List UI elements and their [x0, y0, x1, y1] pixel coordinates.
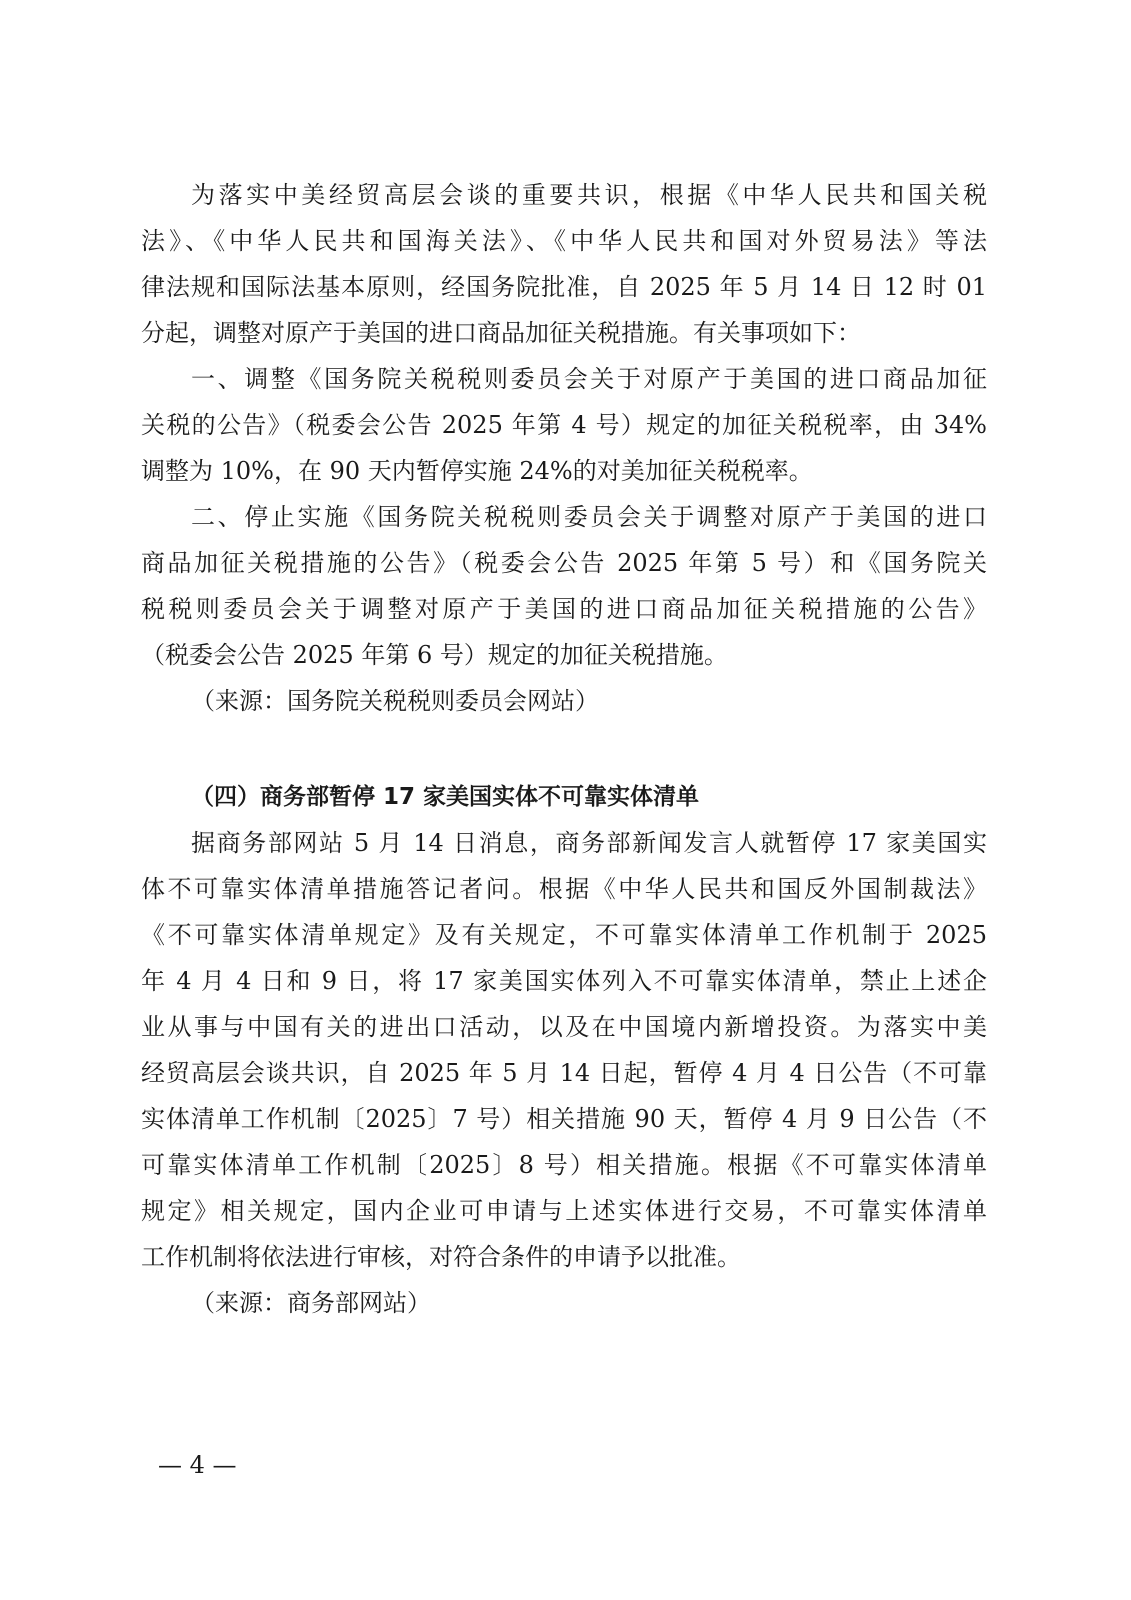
- text-line: 二、停止实施《国务院关税税则委员会关于调整对原产于美国的进口: [191, 503, 987, 531]
- text-line: 年 4 月 4 日和 9 日，将 17 家美国实体列入不可靠实体清单，禁止上述企: [141, 967, 987, 995]
- text-line: 调整为 10%，在 90 天内暂停实施 24%的对美加征关税税率。: [141, 457, 813, 485]
- source-note: （来源：商务部网站）: [191, 1289, 431, 1317]
- text-line: 商品加征关税措施的公告》（税委会公告 2025 年第 5 号）和《国务院关: [141, 549, 987, 577]
- text-line: （税委会公告 2025 年第 6 号）规定的加征关税措施。: [141, 641, 728, 669]
- text-line: 律法规和国际法基本原则，经国务院批准，自 2025 年 5 月 14 日 12 时 01: [141, 273, 987, 301]
- text-line: 税税则委员会关于调整对原产于美国的进口商品加征关税措施的公告》: [141, 595, 987, 623]
- text-line: 分起，调整对原产于美国的进口商品加征关税措施。有关事项如下：: [141, 319, 861, 347]
- text-line: 一、调整《国务院关税税则委员会关于对原产于美国的进口商品加征: [191, 365, 987, 393]
- text-line: 法》、《中华人民共和国海关法》、《中华人民共和国对外贸易法》等法: [141, 227, 987, 255]
- text-line: 规定》相关规定，国内企业可申请与上述实体进行交易，不可靠实体清单: [141, 1197, 987, 1225]
- text-line: 业从事与中国有关的进出口活动，以及在中国境内新增投资。为落实中美: [141, 1013, 987, 1041]
- text-line: 可靠实体清单工作机制〔2025〕8 号）相关措施。根据《不可靠实体清单: [141, 1151, 987, 1179]
- section-heading: （四）商务部暂停 17 家美国实体不可靠实体清单: [191, 784, 700, 810]
- text-line: 据商务部网站 5 月 14 日消息，商务部新闻发言人就暂停 17 家美国实: [191, 829, 987, 857]
- text-line: 《不可靠实体清单规定》及有关规定，不可靠实体清单工作机制于 2025: [141, 921, 987, 949]
- page-number: — 4 —: [158, 1451, 237, 1479]
- text-line: 关税的公告》（税委会公告 2025 年第 4 号）规定的加征关税税率，由 34%: [141, 411, 987, 439]
- text-line: 实体清单工作机制〔2025〕7 号）相关措施 90 天，暂停 4 月 9 日公告（不: [141, 1105, 987, 1133]
- text-line: 经贸高层会谈共识，自 2025 年 5 月 14 日起，暂停 4 月 4 日公告（不可靠: [141, 1059, 987, 1087]
- text-line: 体不可靠实体清单措施答记者问。根据《中华人民共和国反外国制裁法》: [141, 875, 987, 903]
- source-note: （来源：国务院关税税则委员会网站）: [191, 687, 599, 715]
- text-line: 工作机制将依法进行审核，对符合条件的申请予以批准。: [141, 1243, 741, 1271]
- text-line: 为落实中美经贸高层会谈的重要共识，根据《中华人民共和国关税: [191, 181, 987, 209]
